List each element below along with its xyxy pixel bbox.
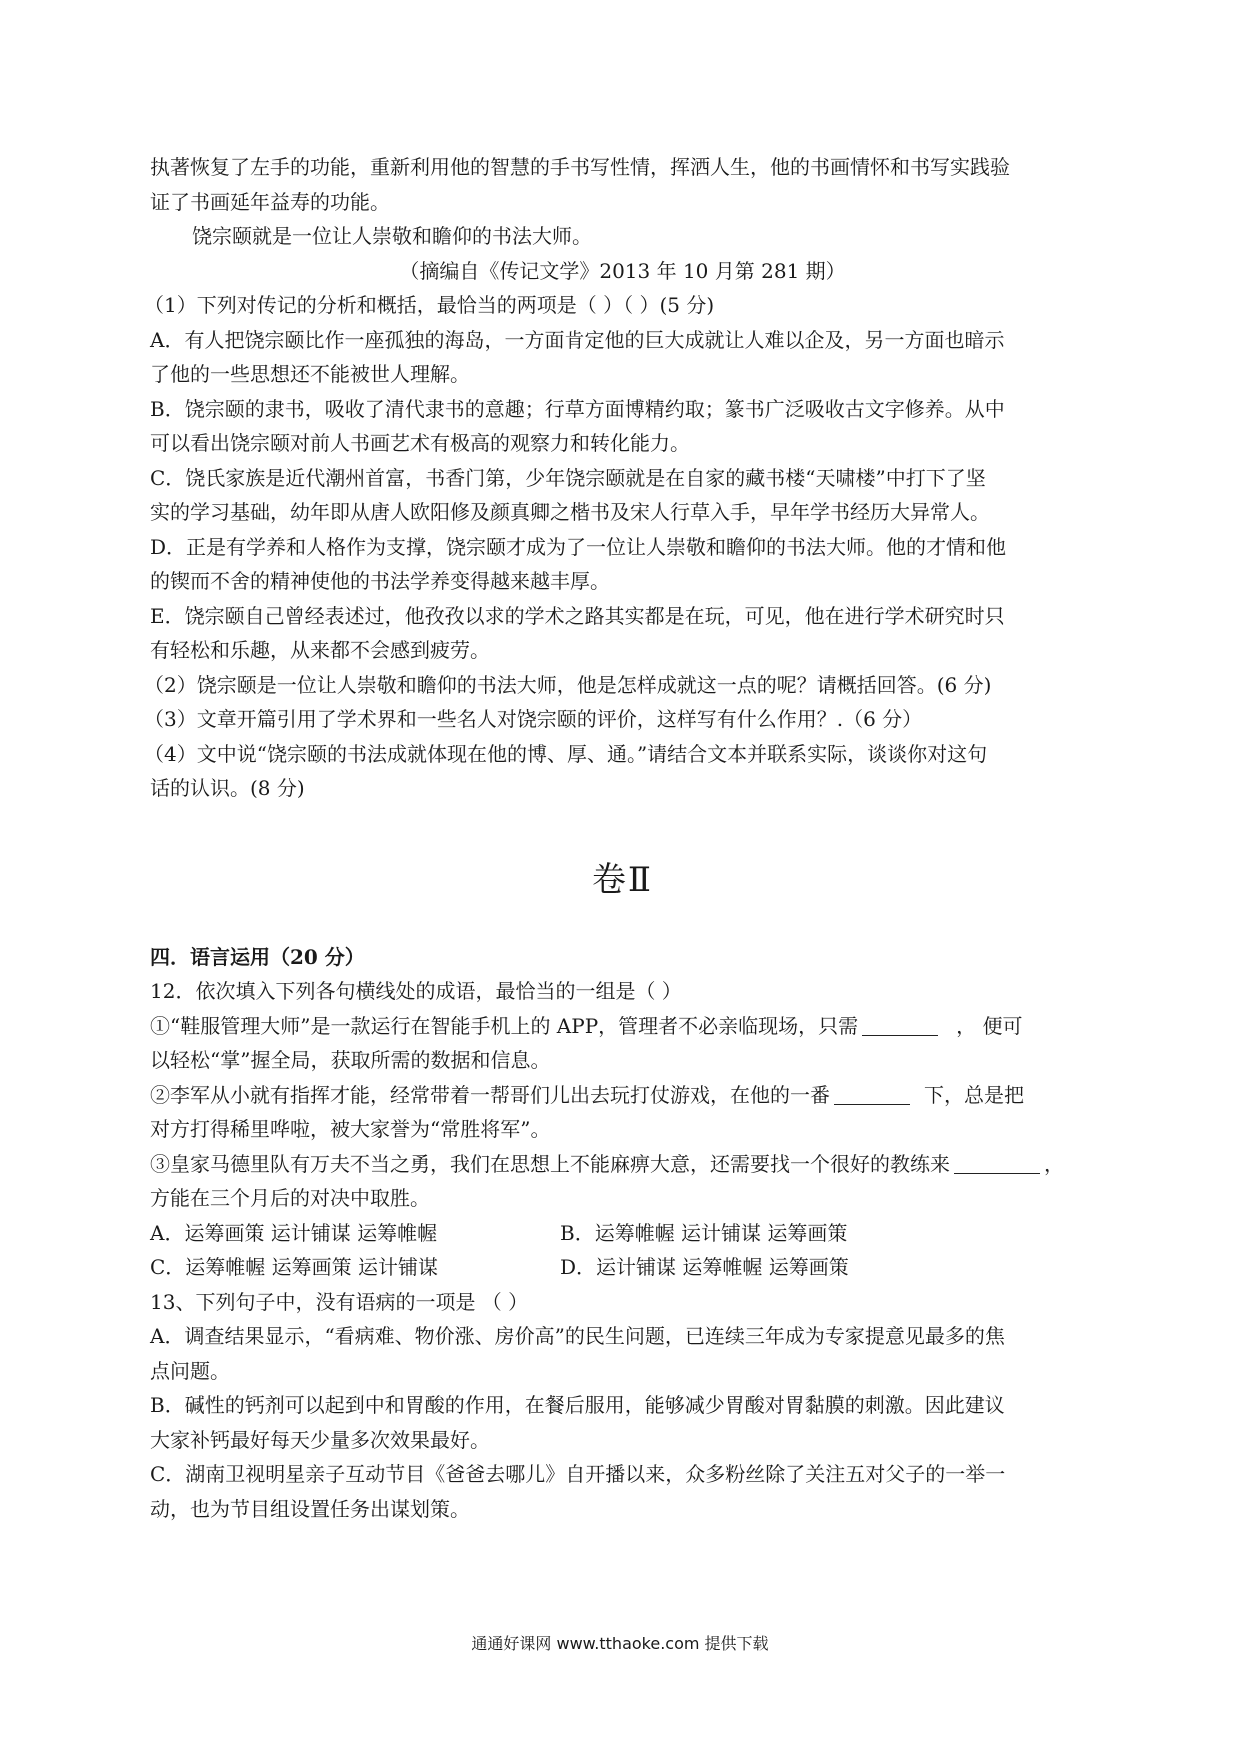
option-c <box>150 1457 1095 1526</box>
option-line: 实的学习基础，幼年即从唐人欧阳修及颜真卿之楷书及宋人行草入手，早年学书经历大异常人。 <box>150 500 990 524</box>
page-content <box>144 150 1095 1526</box>
option-b: B．运筹帷幄 运计铺谋 运筹画策 <box>560 1220 848 1245</box>
sentence-1 <box>150 1009 1095 1044</box>
question-2: （2）饶宗颐是一位让人崇敬和瞻仰的书法大师，他是怎样成就这一点的呢？请概括回答。(6 分) <box>144 672 992 697</box>
sentence-text: 下，总是把 <box>924 1082 1024 1107</box>
sentence-text: ③皇家马德里队有万夫不当之勇，我们在思想上不能麻痹大意，还需要找一个很好的教练来 <box>150 1151 950 1176</box>
option-c <box>150 461 1095 530</box>
option-a <box>150 323 1095 392</box>
option-line: 有轻松和乐趣，从来都不会感到疲劳。 <box>150 638 490 662</box>
option-line: A．调查结果显示，“看病难、物价涨、房价高”的民生问题，已连续三年成为专家提意见最多的焦 <box>150 1324 1005 1348</box>
source-citation: （摘编自《传记文学》2013 年 10 月第 281 期） <box>399 258 846 283</box>
option-line: 了他的一些思想还不能被世人理解。 <box>150 362 470 386</box>
option-line: C．湖南卫视明星亲子互动节目《爸爸去哪儿》自开播以来，众多粉丝除了关注五对父子的一举一 <box>150 1462 1006 1486</box>
option-b <box>150 1388 1095 1457</box>
option-line: D．正是有学养和人格作为支撑，饶宗颐才成为了一位让人崇敬和瞻仰的书法大师。他的才情和他 <box>150 534 1007 559</box>
question-12-options-row1 <box>150 1216 1095 1251</box>
question-4-line2: 话的认识。(8 分) <box>150 776 305 800</box>
question-3: （3）文章开篇引用了学术界和一些名人对饶宗颐的评价，这样写有什么作用？.（6 分） <box>144 707 923 731</box>
option-e <box>150 599 1095 668</box>
option-line: 大家补钙最好每天少量多次效果最好。 <box>150 1427 490 1452</box>
page-footer: 通通好课网 www.tthaoke.com 提供下载 <box>471 1634 769 1653</box>
question-13-options <box>150 1319 1095 1526</box>
option-line: 点问题。 <box>150 1358 230 1383</box>
option-line: 可以看出饶宗颐对前人书画艺术有极高的观察力和转化能力。 <box>150 431 690 455</box>
volume-title: 卷Ⅱ <box>591 859 654 900</box>
fill-blank <box>834 1084 910 1105</box>
sentence-3-cont: 方能在三个月后的对决中取胜。 <box>150 1186 430 1210</box>
sentence-2-cont: 对方打得稀里哗啦，被大家誉为“常胜将军”。 <box>150 1117 551 1141</box>
question-1-stem: （1）下列对传记的分析和概括，最恰当的两项是（ ）（ ）(5 分) <box>144 293 715 317</box>
option-line: A．有人把饶宗颐比作一座孤独的海岛，一方面肯定他的巨大成就让人难以企及，另一方面也暗示 <box>150 327 1005 352</box>
sentence-text: ， 便可 <box>956 1013 1023 1038</box>
option-line: C．饶氏家族是近代潮州首富，书香门第，少年饶宗颐就是在自家的藏书楼“天啸楼”中打下了坚 <box>150 465 986 490</box>
option-a <box>150 1319 1095 1388</box>
text-line: 饶宗颐就是一位让人崇敬和瞻仰的书法大师。 <box>192 224 592 248</box>
question-12-stem: 12．依次填入下列各句横线处的成语，最恰当的一组是（ ） <box>150 979 682 1003</box>
text-line: 证了书画延年益寿的功能。 <box>150 189 390 214</box>
text-line: 执著恢复了左手的功能，重新利用他的智慧的手书写性情，挥洒人生，他的书画情怀和书写实践验 <box>150 155 1010 179</box>
option-line: B．饶宗颐的隶书，吸收了清代隶书的意趣；行草方面博精约取；篆书广泛吸收古文字修养。从中 <box>150 396 1005 421</box>
sentence-text: ， <box>1044 1151 1064 1176</box>
question-1-options <box>150 323 1095 668</box>
option-d: D．运计铺谋 运筹帷幄 运筹画策 <box>560 1255 849 1279</box>
question-13-stem: 13、下列句子中，没有语病的一项是 （ ） <box>150 1289 529 1314</box>
option-b <box>150 392 1095 461</box>
option-line: 的锲而不舍的精神使他的书法学养变得越来越丰厚。 <box>150 569 610 593</box>
sentence-text: ①“鞋服管理大师”是一款运行在智能手机上的 APP，管理者不必亲临现场，只需 <box>150 1013 859 1038</box>
sentence-2 <box>150 1078 1095 1113</box>
fill-blank <box>862 1015 938 1036</box>
sentence-3 <box>150 1147 1095 1182</box>
option-a: A．运筹画策 运计铺谋 运筹帷幄 <box>150 1220 438 1245</box>
option-line: 动，也为节目组设置任务出谋划策。 <box>150 1496 470 1521</box>
question-4-line1: （4）文中说“饶宗颐的书法成就体现在他的博、厚、通。”请结合文本并联系实际，谈谈你对这句 <box>144 741 988 766</box>
sentence-text: ②李军从小就有指挥才能，经常带着一帮哥们儿出去玩打仗游戏，在他的一番 <box>150 1082 830 1107</box>
option-line: E．饶宗颐自己曾经表述过，他孜孜以求的学术之路其实都是在玩，可见，他在进行学术研究时只 <box>150 603 1005 628</box>
section-title: 四．语言运用（20 分） <box>150 944 365 969</box>
option-c: C．运筹帷幄 运筹画策 运计铺谋 <box>150 1255 439 1279</box>
fill-blank <box>954 1153 1040 1174</box>
option-line: B．碱性的钙剂可以起到中和胃酸的作用，在餐后服用，能够减少胃酸对胃黏膜的刺激。因此建议 <box>150 1393 1005 1417</box>
option-d <box>150 530 1095 599</box>
question-12-options-row2 <box>150 1250 1095 1285</box>
sentence-1-cont: 以轻松“掌”握全局，获取所需的数据和信息。 <box>150 1048 551 1072</box>
